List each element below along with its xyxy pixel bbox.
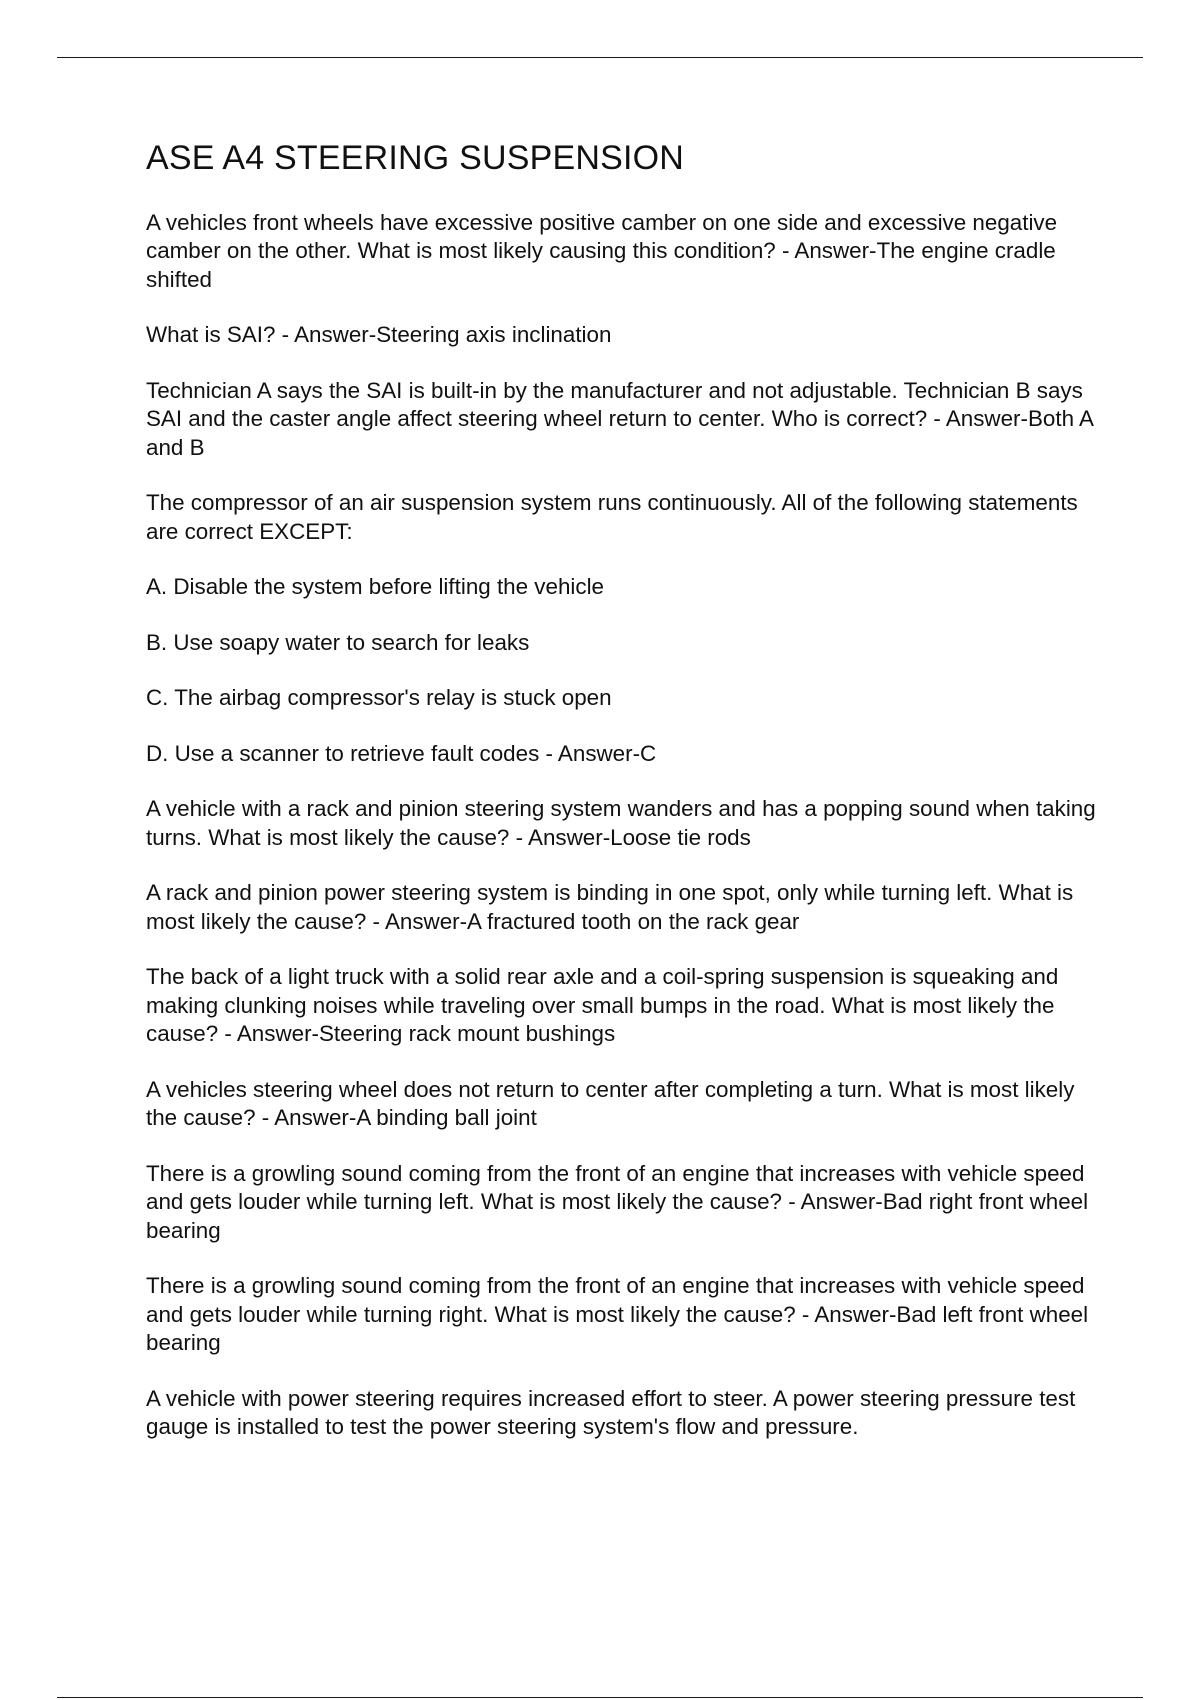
paragraph: The compressor of an air suspension system runs continuously. All of the following statements are correct EXCEPT: xyxy=(146,490,1078,544)
paragraph: A vehicles front wheels have excessive positive camber on one side and excessive negative camber on the other. What is most likely causing this condition? - Answer-The engine cradle shifted xyxy=(146,209,1058,292)
document-title: ASE A4 STEERING SUSPENSION xyxy=(146,139,685,177)
bottom-divider xyxy=(57,1697,1143,1698)
paragraph: A vehicles steering wheel does not return to center after completing a turn. What is most likely the cause? - Answer-A binding ball joint xyxy=(146,1076,1075,1131)
paragraph: D. Use a scanner to retrieve fault codes - Answer-C xyxy=(146,740,657,766)
document-body xyxy=(146,138,1096,1469)
paragraph: C. The airbag compressor's relay is stuck open xyxy=(146,685,612,711)
paragraph: A. Disable the system before lifting the vehicle xyxy=(146,574,604,600)
paragraph: A rack and pinion power steering system is binding in one spot, only while turning left. What is most likely the cause? - Answer-A fractured tooth on the rack gear xyxy=(146,880,1074,934)
paragraph: A vehicle with a rack and pinion steering system wanders and has a popping sound when taking turns. What is most likely the cause? - Answer-Loose tie rods xyxy=(146,796,1096,850)
paragraph: The back of a light truck with a solid rear axle and a coil-spring suspension is squeaking and making clunking noises while traveling over small bumps in the road. What is most likely the cause? - Answer-Steering rack mount bushings xyxy=(146,964,1059,1047)
paragraph: There is a growling sound coming from the front of an engine that increases with vehicle speed and gets louder while turning left. What is most likely the cause? - Answer-Bad right front wheel bearing xyxy=(146,1160,1089,1243)
paragraph: What is SAI? - Answer-Steering axis inclination xyxy=(146,322,612,348)
top-divider xyxy=(57,57,1143,58)
paragraph: There is a growling sound coming from the front of an engine that increases with vehicle speed and gets louder while turning right. What is most likely the cause? - Answer-Bad left front wheel bearing xyxy=(146,1273,1089,1356)
paragraph: A vehicle with power steering requires increased effort to steer. A power steering pressure test gauge is installed to test the power steering system's flow and pressure. xyxy=(146,1385,1076,1440)
paragraph: B. Use soapy water to search for leaks xyxy=(146,629,530,655)
paragraph: Technician A says the SAI is built-in by the manufacturer and not adjustable. Technician B says SAI and the caster angle affect steering wheel return to center. Who is correct? - Answer-Both A and B xyxy=(146,377,1093,460)
